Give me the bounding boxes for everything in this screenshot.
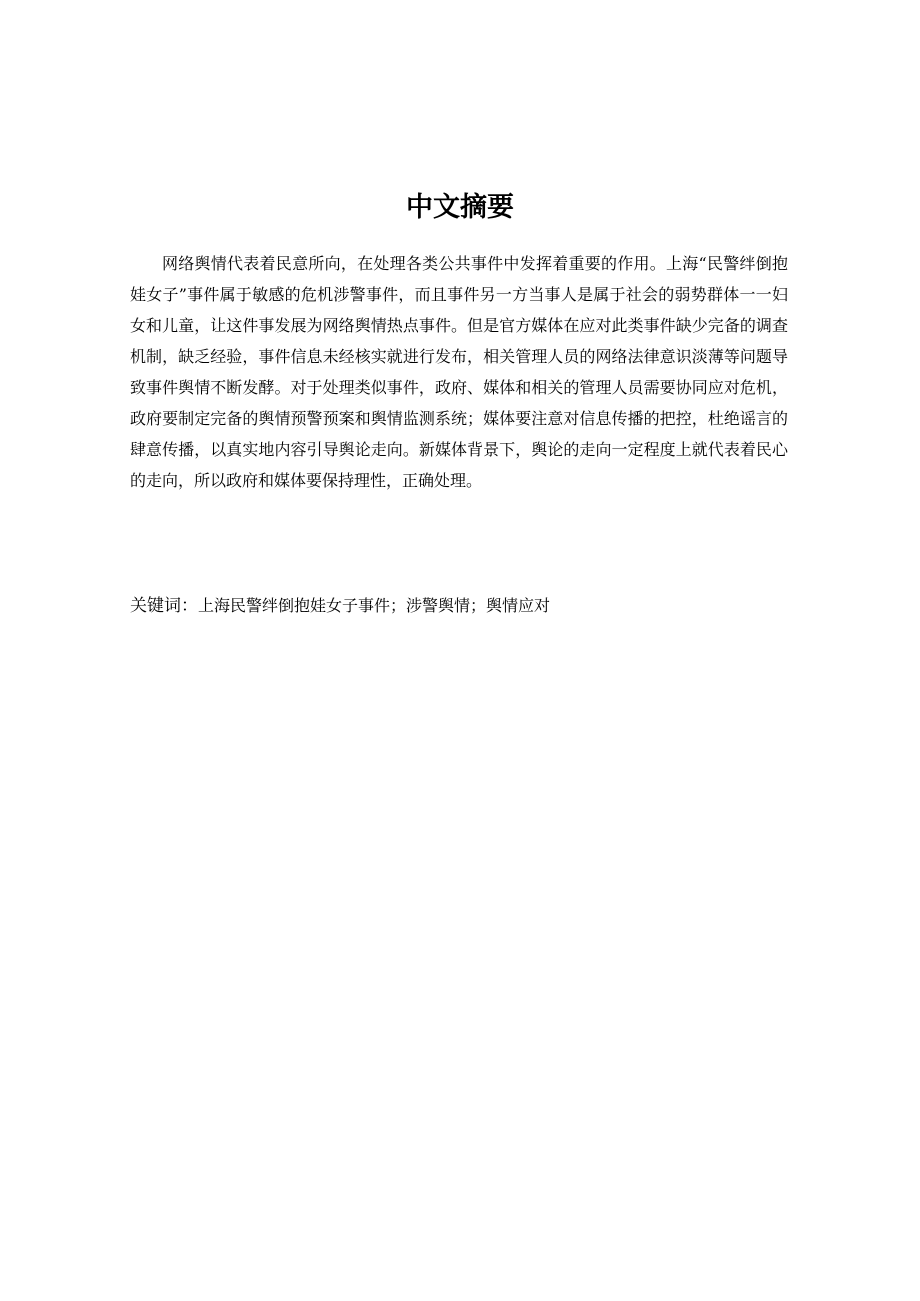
keywords-value: 上海民警绊倒抱娃女子事件；涉警舆情；舆情应对 <box>198 596 551 615</box>
page-title: 中文摘要 <box>406 192 514 223</box>
abstract-paragraph: 网络舆情代表着民意所向，在处理各类公共事件中发挥着重要的作用。上海“民警绊倒抱娃女子”事件属于敏感的危机涉警事件，而且事件另一方当事人是属于社会的弱势群体一一妇女和儿童，让这件事发展为网络舆情热点事件。但是官方媒体在应对此类事件缺少完备的调查机制，缺乏经验，事件信息未经核实就进行发布，相关管理人员的网络法律意识淡薄等问题导致事件舆情不断发酵。对于处理类似事件，政府、媒体和相关的管理人员需要协同应对危机，政府要制定完备的舆情预警预案和舆情监测系统；媒体要注意对信息传播的把控，杜绝谣言的肆意传播，以真实地内容引导舆论走向。新媒体背景下，舆论的走向一定程度上就代表着民心的走向，所以政府和媒体要保持理性，正确处理。 <box>130 254 788 490</box>
keywords-line <box>130 592 788 621</box>
keywords-label: 关键词： <box>130 596 198 616</box>
